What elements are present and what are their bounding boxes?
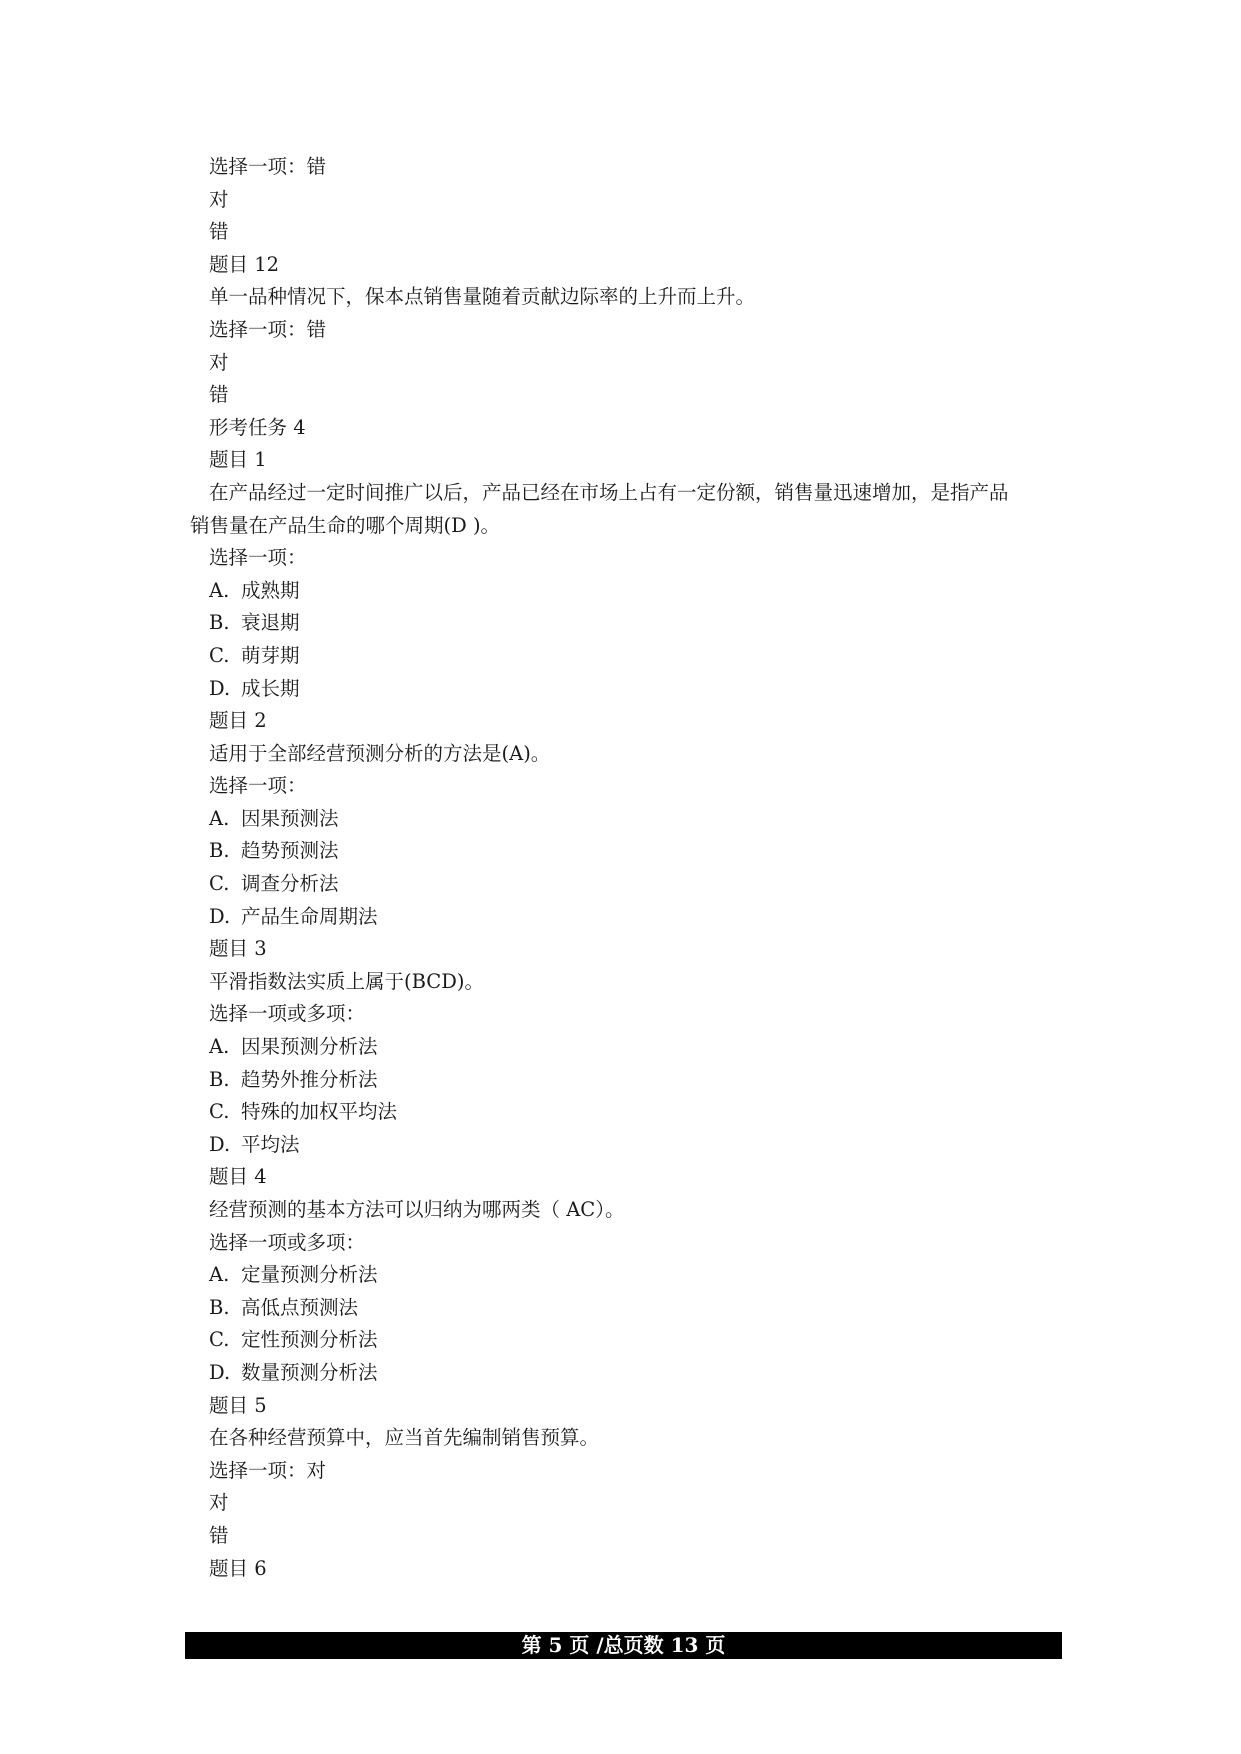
- text-line: 题目 5: [209, 1393, 267, 1417]
- text-line: 对: [209, 187, 229, 211]
- option-letter: A.: [209, 1035, 230, 1059]
- option-letter: C.: [209, 643, 230, 667]
- text-line: 在各种经营预算中，应当首先编制销售预算。: [209, 1426, 600, 1450]
- option-text: 产品生命周期法: [241, 904, 378, 928]
- text-line: 单一品种情况下，保本点销售量随着贡献边际率的上升而上升。: [209, 285, 756, 309]
- text-line: 选择一项或多项：: [209, 1230, 366, 1254]
- answer-option: [209, 1064, 1069, 1097]
- text-line: 题目 3: [209, 937, 267, 961]
- option-letter: D.: [209, 676, 231, 700]
- option-letter: C.: [209, 872, 230, 896]
- option-text: 因果预测分析法: [241, 1035, 378, 1059]
- text-line: 选择一项：: [209, 774, 307, 798]
- text-line: 选择一项：错: [209, 155, 327, 178]
- text-line: 选择一项：对: [209, 1458, 327, 1482]
- text-line: 错: [209, 1523, 229, 1547]
- answer-option: [209, 835, 1069, 868]
- answer-option: [209, 1324, 1069, 1357]
- answer-option: [209, 1129, 1069, 1162]
- text-line: 题目 1: [209, 448, 267, 472]
- option-text: 定量预测分析法: [241, 1263, 378, 1287]
- option-letter: D.: [209, 904, 231, 928]
- option-text: 数量预测分析法: [241, 1360, 378, 1384]
- option-letter: B.: [209, 611, 230, 635]
- document-body: [190, 151, 1069, 1585]
- text-line: 题目 12: [209, 252, 280, 276]
- text-line: 经营预测的基本方法可以归纳为哪两类（ AC）。: [209, 1198, 625, 1221]
- answer-option: [209, 901, 1069, 934]
- text-line: 错: [209, 383, 229, 407]
- option-text: 定性预测分析法: [241, 1328, 378, 1352]
- answer-option: [209, 1357, 1069, 1390]
- answer-option: [209, 607, 1069, 640]
- answer-option: [209, 1031, 1069, 1064]
- answer-option: [209, 868, 1069, 901]
- text-line: 选择一项：: [209, 546, 307, 570]
- text-line: 题目 4: [209, 1165, 267, 1189]
- page-footer: [185, 1632, 1062, 1659]
- answer-option: [209, 803, 1069, 836]
- text-line: 形考任务 4: [209, 415, 306, 439]
- option-text: 衰退期: [241, 611, 300, 635]
- option-text: 萌芽期: [241, 643, 300, 667]
- text-line: 选择一项或多项：: [209, 1002, 366, 1026]
- option-letter: B.: [209, 1067, 230, 1091]
- answer-option: [209, 1259, 1069, 1292]
- text-line: 平滑指数法实质上属于(BCD)。: [209, 969, 484, 993]
- answer-option: [209, 640, 1069, 673]
- option-letter: C.: [209, 1100, 230, 1124]
- option-text: 特殊的加权平均法: [241, 1100, 398, 1124]
- option-text: 因果预测法: [241, 806, 339, 830]
- text-line: 对: [209, 350, 229, 374]
- option-letter: D.: [209, 1360, 231, 1384]
- option-letter: A.: [209, 806, 230, 830]
- page-number-label: 第 5 页 /总页数 13 页: [521, 1633, 726, 1657]
- option-letter: C.: [209, 1328, 230, 1352]
- option-text: 调查分析法: [241, 872, 339, 896]
- text-line: 对: [209, 1491, 229, 1515]
- option-text: 高低点预测法: [241, 1295, 359, 1319]
- answer-option: [209, 1096, 1069, 1129]
- question-text-line-continued: 销售量在产品生命的哪个周期(D )。: [190, 513, 501, 537]
- option-text: 趋势外推分析法: [241, 1067, 378, 1091]
- option-letter: B.: [209, 1295, 230, 1319]
- option-letter: A.: [209, 578, 230, 602]
- text-line: 适用于全部经营预测分析的方法是(A)。: [209, 741, 551, 765]
- option-letter: A.: [209, 1263, 230, 1287]
- answer-option: [209, 673, 1069, 706]
- option-text: 成长期: [241, 676, 300, 700]
- text-line: 错: [209, 220, 229, 244]
- option-text: 成熟期: [241, 578, 300, 602]
- question-text-line: 在产品经过一定时间推广以后，产品已经在市场上占有一定份额，销售量迅速增加，是指产品: [209, 480, 1009, 504]
- option-letter: B.: [209, 839, 230, 863]
- text-line: 题目 6: [209, 1556, 267, 1580]
- answer-option: [209, 575, 1069, 608]
- text-line: 选择一项：错: [209, 317, 327, 341]
- text-line: 题目 2: [209, 709, 267, 733]
- option-text: 趋势预测法: [241, 839, 339, 863]
- option-text: 平均法: [241, 1132, 300, 1156]
- option-letter: D.: [209, 1132, 231, 1156]
- answer-option: [209, 1292, 1069, 1325]
